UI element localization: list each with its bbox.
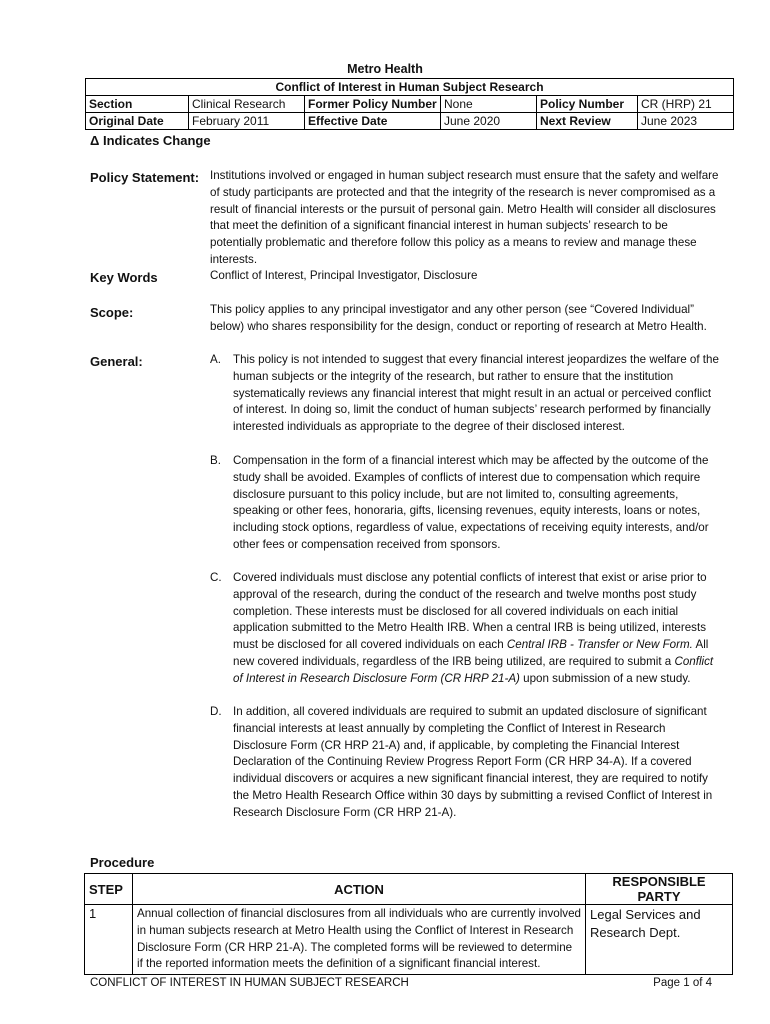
table-row [85,905,733,975]
policy-title: Conflict of Interest in Human Subject Research [86,79,734,96]
scope-label: Scope: [90,305,134,320]
item-text: Compensation in the form of a financial interest which may be affected by the outcome of the study shall be avoided. Examples of conflicts of interest due to compensation which require disclosure pursuant to this policy include, but are not limited to, consulting agreements, speaking or other fees, honoraria, gifts, licensing revenues, equity interests, loans or notes, including stock options, regardless of value, expectations of receiving equity interests, and/or other fees or compensation received from sponsors. [233,454,709,551]
change-indicator-note: Δ Indicates Change [90,133,211,148]
item-text: This policy is not intended to suggest that every financial interest jeopardizes the welfare of the human subjects or the integrity of the research, but rather to ensure that the institution systematically reviews any financial interest that might result in an actual or perceived conflict of interest. In doing so, limit the conduct of human subjects’ research performed by financially interested individuals as appropriate to the degree of their disclosed interest. [233,353,719,434]
step-responsible-party: Legal Services and Research Dept. [586,905,733,975]
effective-date-value: June 2020 [441,113,537,130]
item-text: All new covered individuals, regardless of the IRB being utilized, are required to submit a [233,638,709,668]
next-review-value: June 2023 [638,113,734,130]
effective-date-label: Effective Date [305,113,441,130]
next-review-label: Next Review [537,113,638,130]
item-marker: A. [210,353,221,366]
item-text: In addition, all covered individuals are required to submit an updated disclosure of significant financial interests at least annually by completing the Conflict of Interest in Research Disclosure Form (CR HRP 21-A) and, if applicable, by completing the Financial Interest Declaration of the Continuing Review Progress Report Form (CR HRP 34-A). If a covered individual discovers or acquires a new significant financial interest, they are required to notify the Metro Health Research Office within 30 days by submitting a revised Conflict of Interest in Research Disclosure Form (CR HRP 21-A). [233,705,713,819]
general-label: General: [90,354,143,369]
scope-text: This policy applies to any principal investigator and any other person (see “Covered Individual” below) who shares responsibility for the design, conduct or reporting of research at Metro Health. [210,303,707,333]
column-header-action: ACTION [133,874,586,905]
item-text-emphasis: Conflict of Interest in Research Disclosure Form (CR HRP 21-A) [233,654,714,685]
section-label: Section [86,96,189,113]
column-header-responsible-party: RESPONSIBLE PARTY [586,874,733,905]
procedure-label: Procedure [90,855,155,870]
policy-number-label: Policy Number [537,96,638,113]
former-policy-label: Former Policy Number [305,96,441,113]
procedure-table [84,873,733,975]
step-number: 1 [85,905,133,975]
item-marker: B. [210,454,221,467]
page-number: Page 1 of 4 [653,977,712,989]
original-date-label: Original Date [86,113,189,130]
policy-number-value: CR (HRP) 21 [638,96,734,113]
former-policy-value: None [441,96,537,113]
item-marker: D. [210,705,222,718]
column-header-step: STEP [85,874,133,905]
step-action: Annual collection of financial disclosures from all individuals who are currently involved in human subjects research at Metro Health using the Conflict of Interest in Research Disclosure Form (CR HRP 21-A). The completed forms will be reviewed to determine if the reported information meets the definition of a significant financial interest. [133,905,586,975]
section-value: Clinical Research [189,96,305,113]
org-name: Metro Health [347,62,423,76]
key-words-text: Conflict of Interest, Principal Investigator, Disclosure [210,269,478,282]
key-words-label: Key Words [90,270,158,285]
item-text-emphasis: Central IRB - Transfer or New Form. [506,638,693,652]
item-marker: C. [210,571,222,584]
footer-title: CONFLICT OF INTEREST IN HUMAN SUBJECT RESEARCH [90,977,409,989]
policy-statement-label: Policy Statement: [90,170,200,185]
procedure-header-row [85,874,733,905]
original-date-value: February 2011 [189,113,305,130]
policy-statement-text: Institutions involved or engaged in human subject research must ensure that the safety and welfare of study participants are protected and that the integrity of the research is never compromised as a result of financial interests or the pursuit of personal gain. Metro Health will consider all disclosures that meet the definition of a significant financial interest in human subjects’ research to be potentially problematic and therefore follow this policy as a means to review and manage these interests. [210,169,719,266]
item-text: Covered individuals must disclose any potential conflicts of interest that exist or arise prior to approval of the research, during the conduct of the research and twelve months post study completion. These interests must be disclosed for all covered individuals on each initial application submitted to the Metro Health IRB. When a central IRB is being utilized, interests must be disclosed for all covered individuals on each [233,571,707,652]
item-text: upon submission of a new study. [519,671,691,685]
